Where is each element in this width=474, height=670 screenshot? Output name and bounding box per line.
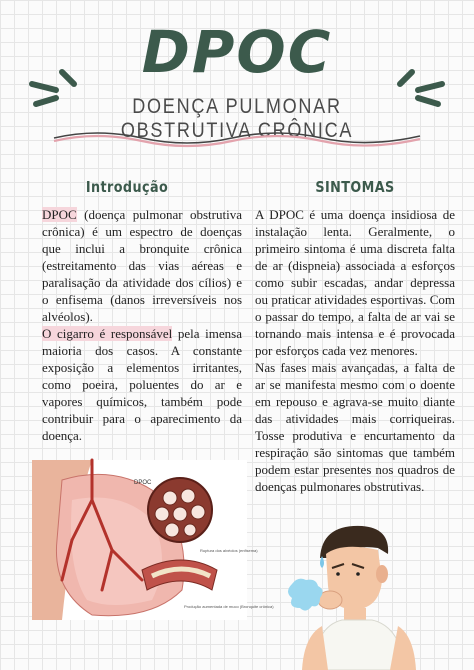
intro-highlight-dpoc: DPOC xyxy=(42,207,77,222)
label-bronquite: Produção aumentada de muco (Bronquite crônica) xyxy=(184,604,274,609)
symptoms-paragraph-1: A DPOC é uma doença insidiosa de instalação lenta. Geralmente, o primeiro sintoma é uma discreta falta de ar (dispneia) associada a esforços como subir escadas, andar depressa ou praticar atividades esportivas. Com o passar do tempo, a falta de ar vai se tornando mais intensa e é provocada por esforços cada vez menores. xyxy=(255,207,455,358)
intro-column xyxy=(42,206,242,444)
label-dpoc: DPOC xyxy=(134,480,152,486)
page-title: DPOC xyxy=(141,18,333,86)
symptoms-heading: SINTOMAS xyxy=(315,178,395,196)
man-coughing-illustration xyxy=(282,518,432,670)
intro-heading: Introdução xyxy=(85,178,169,196)
wave-divider xyxy=(52,126,422,148)
intro-p1-text: (doença pulmonar obstrutiva crônica) é um espectro de doenças que inclui a bronquite crônica (estreitamento das vias aéreas e paralisação da atividade dos cílios) e o enfisema (danos irreversíveis nos alvéolos). xyxy=(42,207,242,324)
intro-paragraph-2 xyxy=(42,325,242,444)
lung-illustration xyxy=(32,460,274,620)
page-subtitle: DOENÇA PULMONAR OBSTRUTIVA CRÔNICA xyxy=(120,95,354,142)
symptoms-column xyxy=(255,206,455,495)
intro-highlight-cigarro: O cigarro é responsável xyxy=(42,326,173,341)
label-alveolos: Ruptura dos alvéolos (enfisema) xyxy=(200,548,258,553)
intro-paragraph-1 xyxy=(42,206,242,325)
intro-p2-text: pela imensa maioria dos casos. A constante exposição a elementos irritantes, como poeira, poluentes do ar e vapores químicos, também pode contribuir para o aparecimento da doença. xyxy=(42,326,242,443)
symptoms-paragraph-2: Nas fases mais avançadas, a falta de ar se manifesta mesmo com o doente em repouso e agrava-se muito diante das atividades mais corriqueiras. Tosse produtiva e encurtamento da respiração são sintomas que também podem estar presentes nos quadros de doenças pulmonares obstrutivas. xyxy=(255,360,455,494)
